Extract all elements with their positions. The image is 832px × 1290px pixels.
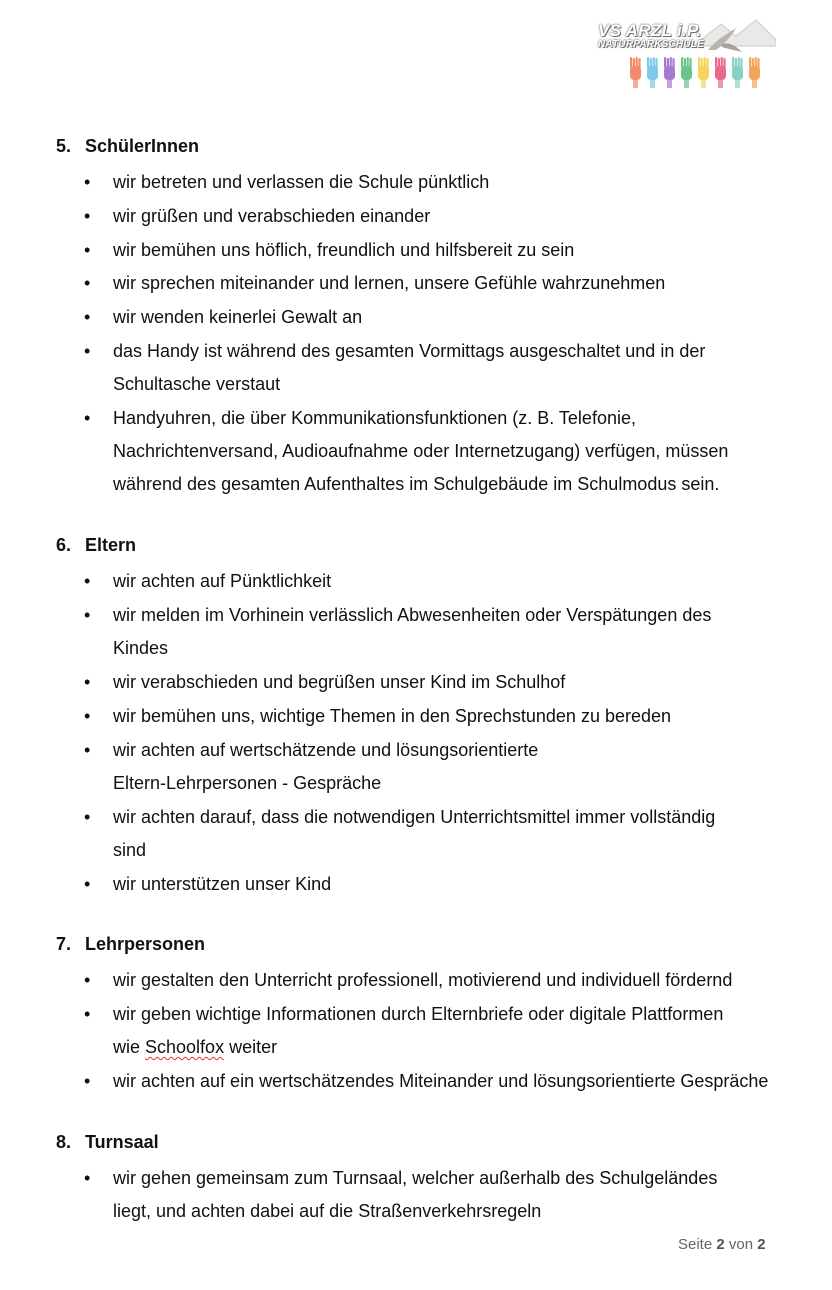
list-item-line: • wir unterstützen unser Kind	[113, 873, 332, 894]
list-item	[113, 335, 813, 401]
list-item	[113, 666, 813, 699]
list-item	[113, 998, 813, 1064]
list-item	[113, 801, 813, 867]
list-item	[113, 234, 813, 267]
logo-text	[598, 22, 704, 50]
list-item-line: wie Schoolfox weiter	[113, 1036, 278, 1057]
list-item-line: • wir achten auf wertschätzende und lösungsorientierte	[113, 739, 539, 760]
section-number: 6.	[56, 535, 72, 555]
list-item-line: • wir melden im Vorhinein verlässlich Abwesenheiten oder Verspätungen des	[113, 604, 712, 625]
spellcheck-underlined-word: Schoolfox	[145, 1036, 225, 1057]
section-title: Lehrpersonen	[85, 934, 206, 954]
list-item-line: • wir grüßen und verabschieden einander	[113, 205, 431, 226]
hand-icon	[749, 57, 760, 88]
list-item	[113, 166, 813, 199]
list-item	[113, 267, 813, 300]
list-item	[113, 868, 813, 901]
section-heading	[56, 1132, 159, 1153]
list-item-line: • wir bemühen uns höflich, freundlich und hilfsbereit zu sein	[113, 239, 575, 260]
hand-icon	[698, 57, 709, 88]
list-item	[113, 599, 813, 665]
footer-prefix: Seite	[678, 1236, 713, 1253]
hand-icon	[715, 57, 726, 88]
list-item-line: • wir achten auf ein wertschätzendes Miteinander und lösungsorientierte Gespräche	[113, 1070, 769, 1091]
list-item	[113, 964, 813, 997]
section-number: 8.	[56, 1132, 72, 1152]
list-item-line: • wir gehen gemeinsam zum Turnsaal, welcher außerhalb des Schulgeländes	[113, 1168, 718, 1188]
list-item-line: • wir achten auf Pünktlichkeit	[113, 571, 332, 591]
hand-icon	[647, 57, 658, 88]
list-item-line: • Handyuhren, die über Kommunikationsfunktionen (z. B. Telefonie,	[113, 408, 636, 429]
list-item-line: • wir gestalten den Unterricht professionell, motivierend und individuell fördernd	[113, 970, 733, 990]
hand-icon	[630, 57, 641, 88]
footer-page-total: 2	[757, 1236, 766, 1253]
section-heading	[56, 136, 199, 157]
list-item-line: • wir achten darauf, dass die notwendigen Unterrichtsmittel immer vollständig	[113, 806, 716, 827]
list-item	[113, 700, 813, 733]
section-number: 7.	[56, 934, 72, 954]
list-item-line: sind	[113, 839, 147, 860]
section-title: Turnsaal	[85, 1132, 159, 1152]
section-number: 5.	[56, 136, 72, 156]
section-heading	[56, 535, 136, 556]
list-item-line: während des gesamten Aufenthaltes im Schulgebäude im Schulmodus sein.	[113, 474, 720, 495]
list-item-line: Nachrichtenversand, Audioaufnahme oder Internetzugang) verfügen, müssen	[113, 441, 729, 462]
list-item-line: • wir bemühen uns, wichtige Themen in den Sprechstunden zu bereden	[113, 705, 672, 726]
list-item-line: Schultasche verstaut	[113, 374, 281, 394]
list-item-line: liegt, und achten dabei auf die Straßenverkehrsregeln	[113, 1201, 542, 1221]
hand-icon	[681, 57, 692, 88]
list-item-line: Kindes	[113, 637, 169, 658]
list-item-line: • wir sprechen miteinander und lernen, unsere Gefühle wahrzunehmen	[113, 273, 666, 294]
list-item-line: • wir geben wichtige Informationen durch Elternbriefe oder digitale Plattformen	[113, 1003, 724, 1024]
list-item-line: • wir betreten und verlassen die Schule pünktlich	[113, 172, 490, 192]
list-item-line: Eltern-Lehrpersonen - Gespräche	[113, 772, 382, 793]
section-title: Eltern	[85, 535, 137, 555]
section-heading	[56, 934, 205, 955]
list-item-line: • wir verabschieden und begrüßen unser Kind im Schulhof	[113, 671, 566, 692]
hand-icon	[732, 57, 743, 88]
logo-title: VS ARZL i.P.	[598, 21, 702, 40]
page-footer	[678, 1236, 766, 1253]
footer-middle: von	[728, 1236, 754, 1253]
list-item	[113, 565, 813, 598]
list-item	[113, 301, 813, 334]
hand-icon	[664, 57, 675, 88]
list-item-line: • wir wenden keinerlei Gewalt an	[113, 307, 363, 328]
list-item	[113, 1162, 813, 1228]
list-item-line: • das Handy ist während des gesamten Vormittags ausgeschaltet und in der	[113, 341, 706, 361]
list-item	[113, 402, 813, 501]
school-logo	[596, 14, 776, 92]
list-item	[113, 200, 813, 233]
footer-page-number: 2	[716, 1236, 725, 1253]
list-item	[113, 734, 813, 800]
list-item	[113, 1065, 813, 1098]
logo-subtitle: NATURPARKSCHULE	[598, 39, 704, 50]
section-title: SchülerInnen	[85, 136, 200, 156]
